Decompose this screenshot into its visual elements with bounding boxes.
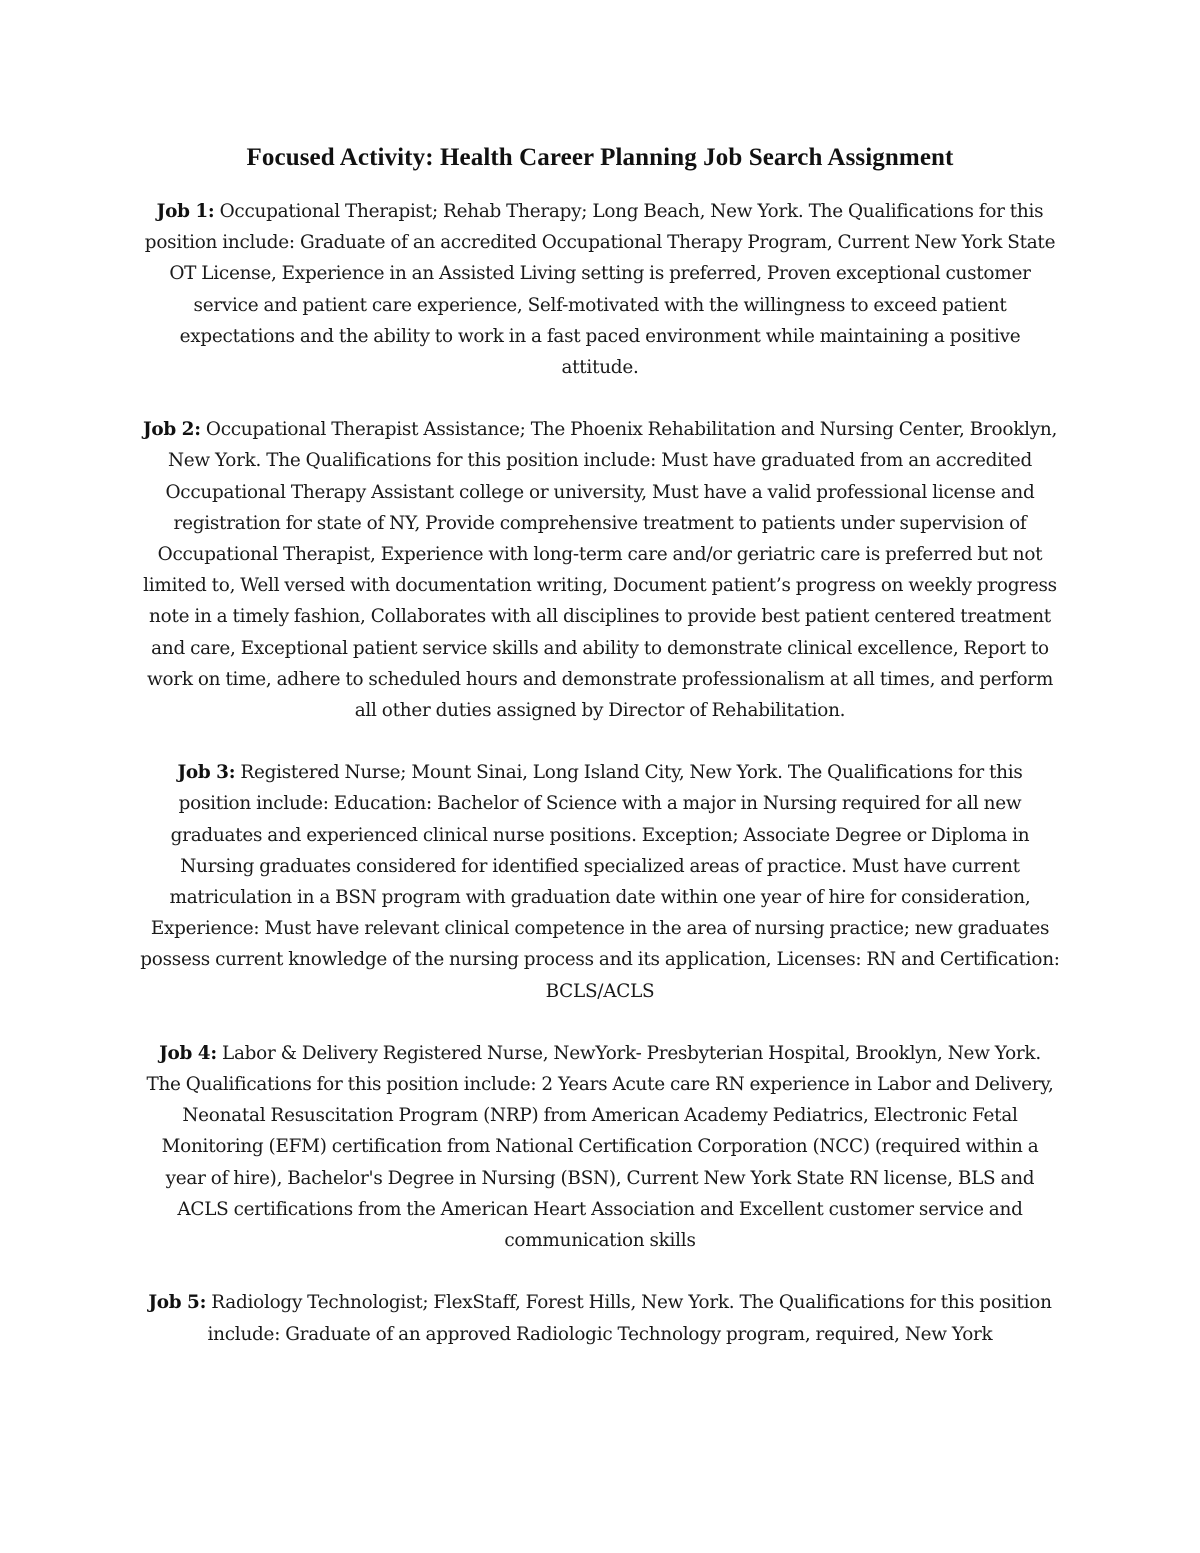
job-5-paragraph — [140, 1287, 1060, 1349]
job-5-description: Radiology Technologist; FlexStaff, Forest Hills, New York. The Qualifications for this position include: Graduate of an approved Radiologic Technology program, required, New York — [206, 1292, 1052, 1345]
job-3-description: Registered Nurse; Mount Sinai, Long Island City, New York. The Qualifications for this position include: Education: Bachelor of Science with a major in Nursing required for all new graduates and experienced clinical nurse positions. Exception; Associate Degree or Diploma in Nursing graduates considered for identified specialized areas of practice. Must have current matriculation in a BSN program with graduation date within one year of hire for consideration, Experience: Must have relevant clinical competence in the area of nursing practice; new graduates possess current knowledge of the nursing process and its application, Licenses: RN and Certification: BCLS/ACLS — [140, 762, 1060, 1002]
job-4-paragraph — [140, 1038, 1060, 1256]
document-body — [140, 142, 1060, 1381]
job-2-paragraph — [140, 414, 1060, 726]
job-3-label: Job 3: — [177, 762, 236, 784]
job-2-description: Occupational Therapist Assistance; The Phoenix Rehabilitation and Nursing Center, Brooklyn, New York. The Qualifications for this position include: Must have graduated from an accredited Occupational Therapy Assistant college or university, Must have a valid professional license and registration for state of NY, Provide comprehensive treatment to patients under supervision of Occupational Therapist, Experience with long-term care and/or geriatric care is preferred but not limited to, Well versed with documentation writing, Document patient’s progress on weekly progress note in a timely fashion, Collaborates with all disciplines to provide best patient centered treatment and care, Exceptional patient service skills and ability to demonstrate clinical excellence, Report to work on time, adhere to scheduled hours and demonstrate professionalism at all times, and perform all other duties assigned by Director of Rehabilitation. — [143, 419, 1058, 722]
job-2-label: Job 2: — [142, 419, 201, 441]
job-1-label: Job 1: — [156, 201, 215, 222]
job-4-description: Labor & Delivery Registered Nurse, NewYork- Presbyterian Hospital, Brooklyn, New York. The Qualifications for this position include: 2 Years Acute care RN experience in Labor and Delivery, Neonatal Resuscitation Program (NRP) from American Academy Pediatrics, Electronic Fetal Monitoring (EFM) certification from National Certification Corporation (NCC) (required within a year of hire), Bachelor's Degree in Nursing (BSN), Current New York State RN license, BLS and ACLS certifications from the American Heart Association and Excellent customer service and communication skills — [146, 1042, 1054, 1252]
job-1-paragraph — [140, 196, 1060, 383]
job-4-label: Job 4: — [159, 1042, 217, 1064]
job-5-label: Job 5: — [148, 1292, 207, 1314]
document-title: Focused Activity: Health Career Planning Job Search Assignment — [246, 144, 954, 171]
job-3-paragraph — [140, 757, 1060, 1007]
job-1-description: Occupational Therapist; Rehab Therapy; Long Beach, New York. The Qualifications for this position include: Graduate of an accredited Occupational Therapy Program, Current New York State OT License, Experience in an Assisted Living setting is preferred, Proven exceptional customer service and patient care experience, Self-motivated with the willingness to exceed patient expectations and the ability to work in a fast paced environment while maintaining a positive attitude. — [144, 201, 1056, 379]
